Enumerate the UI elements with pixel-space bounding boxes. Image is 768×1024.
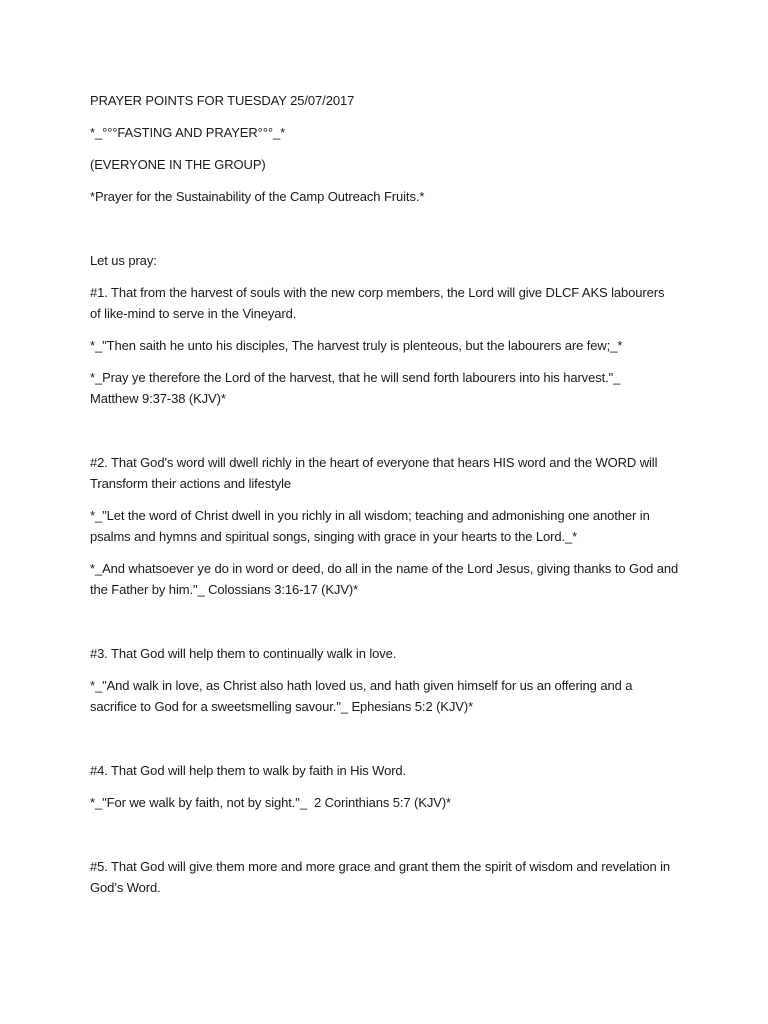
scripture-verse: *_And whatsoever ye do in word or deed, do all in the name of the Lord Jesus, giving thanks to God and the Father by him."_ Colossians 3:16-17 (KJV)* — [90, 561, 679, 597]
document-title: PRAYER POINTS FOR TUESDAY 25/07/2017 — [90, 93, 355, 108]
scripture-verse: *_"Let the word of Christ dwell in you richly in all wisdom; teaching and admonishing one another in psalms and hymns and spiritual songs, singing with grace in your hearts to the Lord._* — [90, 508, 650, 544]
document-subtitle: *_°°°FASTING AND PRAYER°°°_* — [90, 125, 286, 140]
scripture-verse: *_"For we walk by faith, not by sight."_ 2 Corinthians 5:7 (KJV)* — [90, 795, 452, 810]
intro-line: Let us pray: — [90, 253, 157, 268]
prayer-point-4: #4. That God will help them to walk by faith in His Word. — [90, 763, 407, 778]
document-body — [90, 90, 690, 898]
scripture-verse: *_"And walk in love, as Christ also hath loved us, and hath given himself for us an offering and a sacrifice to God for a sweetsmelling savour."_ Ephesians 5:2 (KJV)* — [90, 678, 633, 714]
scripture-verse: *_Pray ye therefore the Lord of the harvest, that he will send forth labourers into his harvest."_ Matthew 9:37-38 (KJV)* — [90, 370, 621, 406]
prayer-point-1: #1. That from the harvest of souls with the new corp members, the Lord will give DLCF AKS labourers of like-mind to serve in the Vineyard. — [90, 285, 665, 321]
audience-note: (EVERYONE IN THE GROUP) — [90, 157, 266, 172]
prayer-theme: *Prayer for the Sustainability of the Camp Outreach Fruits.* — [90, 189, 425, 204]
prayer-point-2: #2. That God's word will dwell richly in the heart of everyone that hears HIS word and the WORD will Transform their actions and lifestyle — [90, 455, 658, 491]
scripture-verse: *_"Then saith he unto his disciples, The harvest truly is plenteous, but the labourers are few;_* — [90, 338, 623, 353]
prayer-point-3: #3. That God will help them to continually walk in love. — [90, 646, 397, 661]
prayer-point-5: #5. That God will give them more and more grace and grant them the spirit of wisdom and revelation in God’s Word. — [90, 859, 671, 895]
